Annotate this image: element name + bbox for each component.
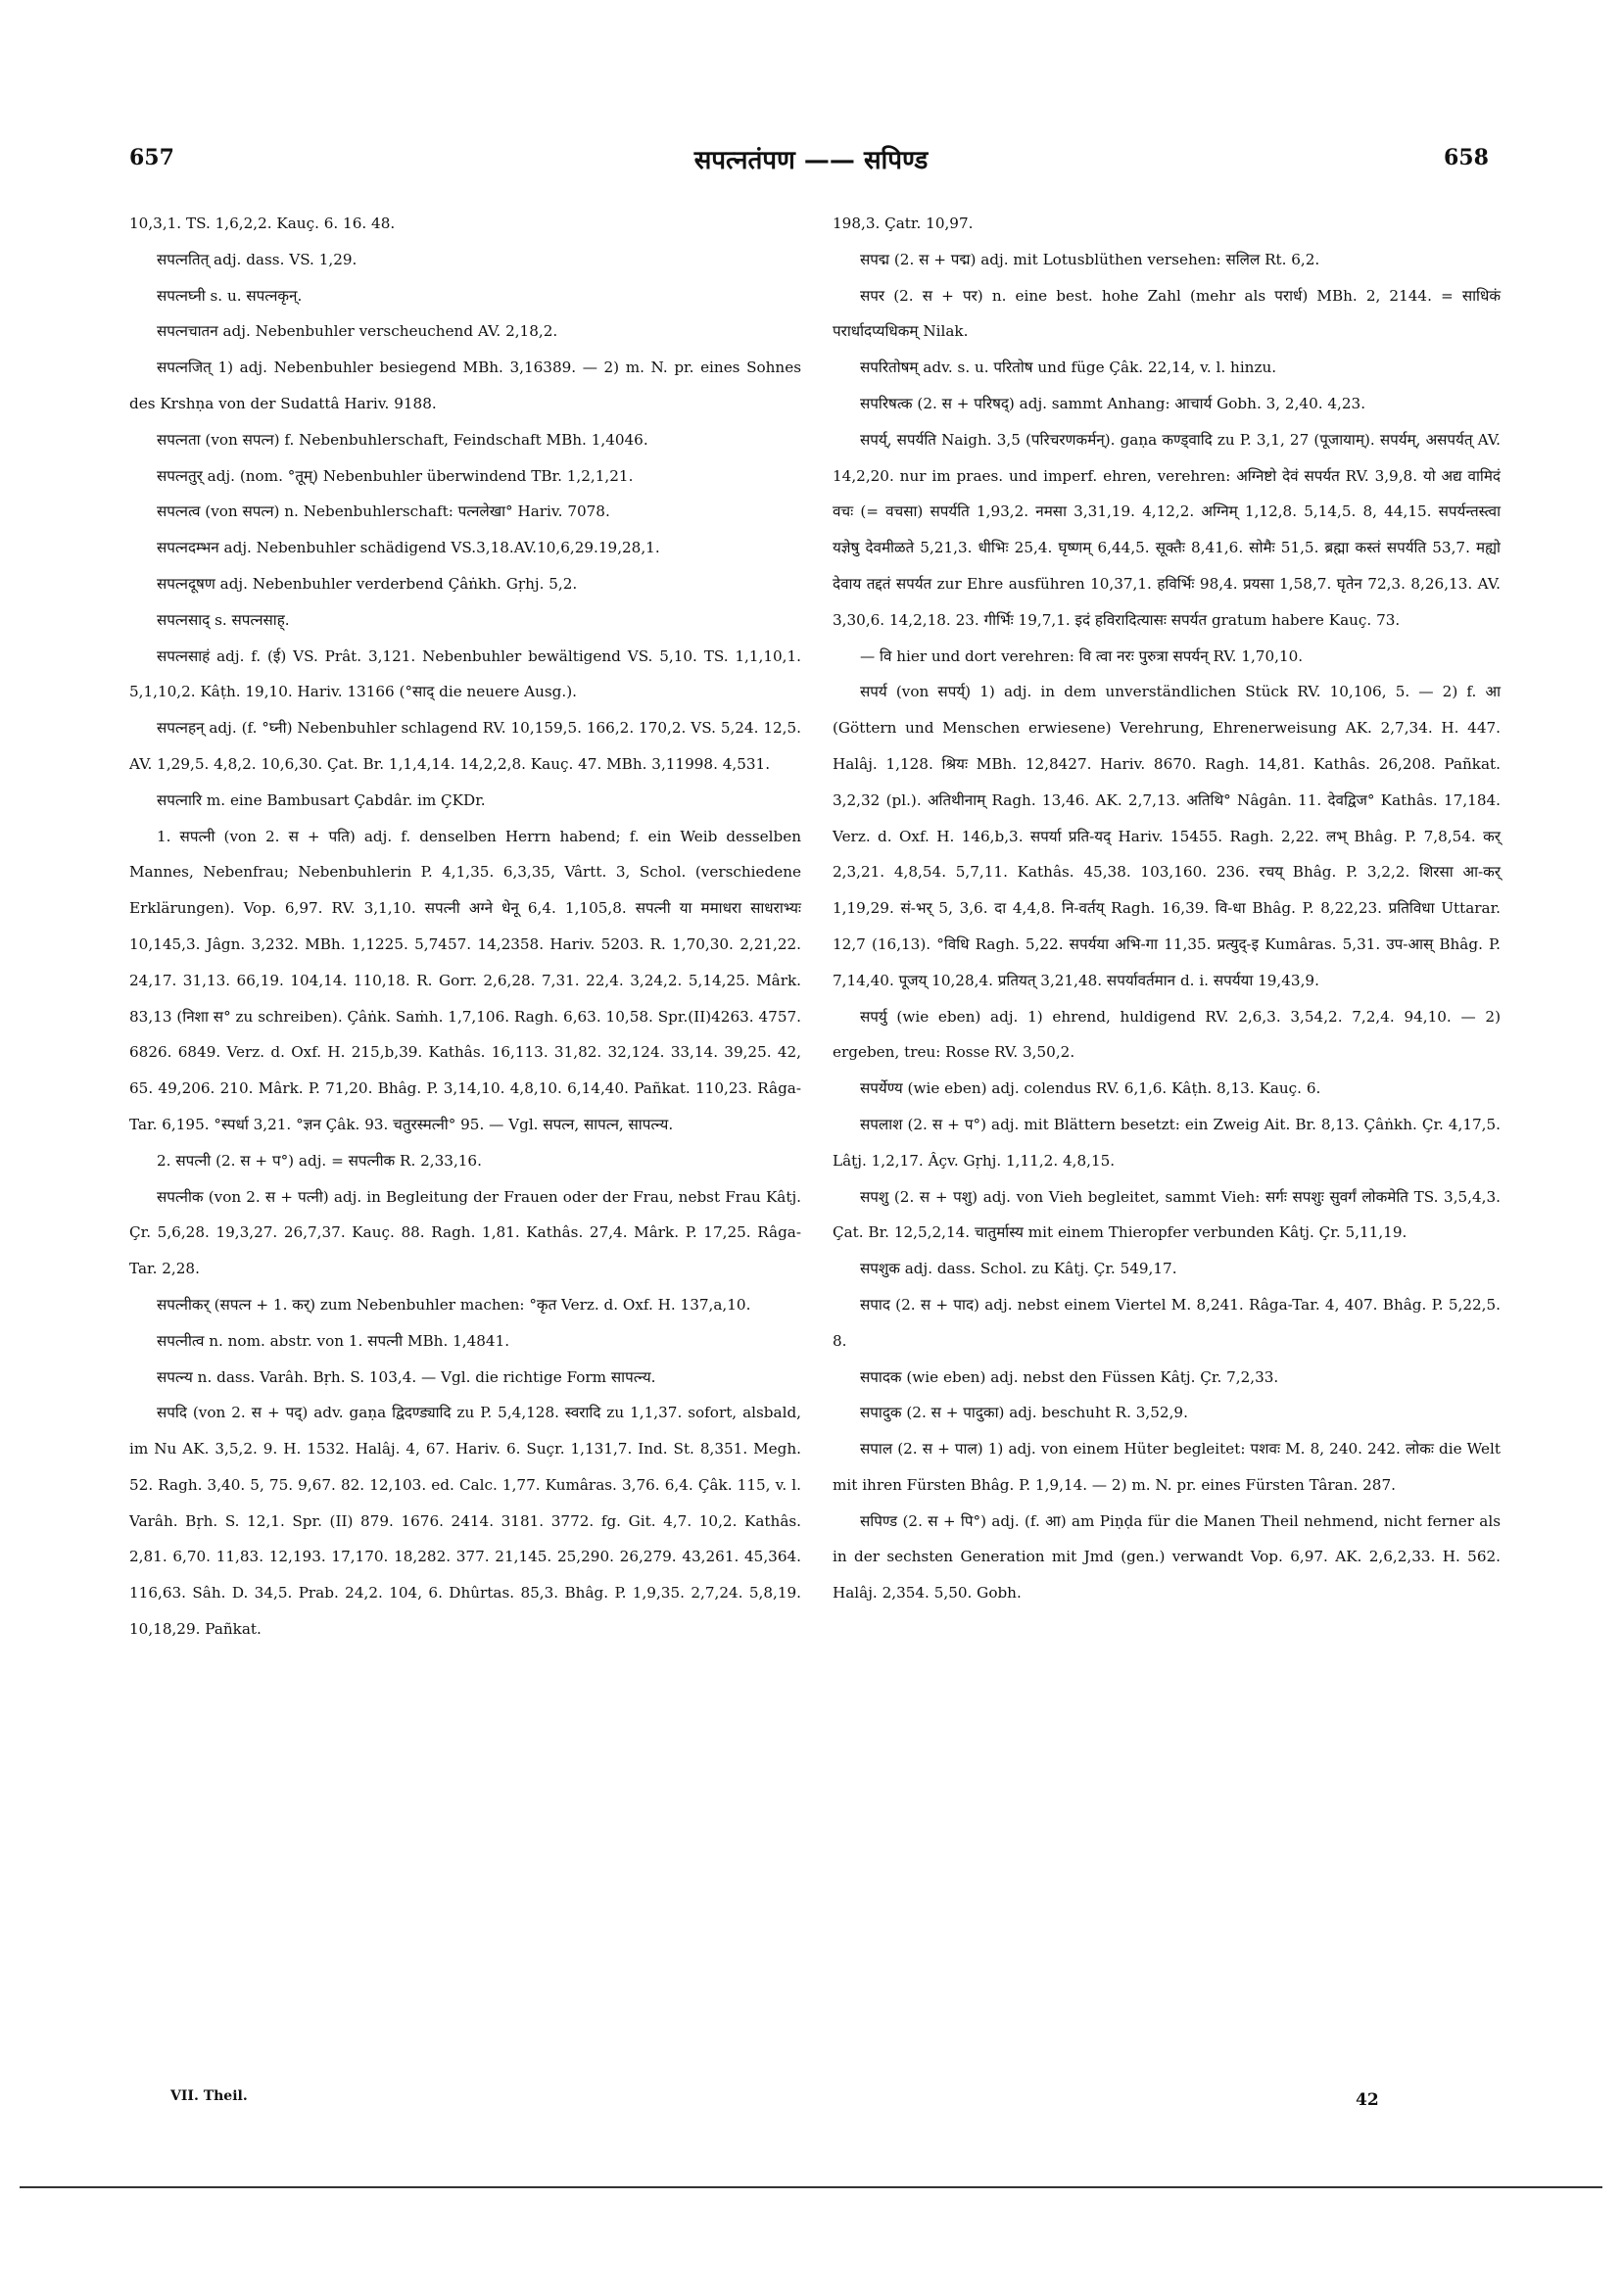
dictionary-entry: सपत्नीकर् (सपत्न + 1. कर्) zum Nebenbuhler machen: °कृत Verz. d. Oxf. H. 137,a,10. xyxy=(157,1295,751,1314)
left-column xyxy=(129,206,801,1648)
dictionary-entry: सपशुक adj. dass. Schol. zu Kâtj. Çr. 549,17. xyxy=(860,1260,1177,1278)
volume-note: VII. Theil. xyxy=(170,2088,248,2104)
dictionary-entry: सपरिषत्क (2. स + परिषद्) adj. sammt Anhang: आचार्य Gobh. 3, 2,40. 4,23. xyxy=(860,394,1366,412)
page-number-right: 658 xyxy=(1444,145,1489,170)
dictionary-entry: 2. सपत्नी (2. स + प°) adj. = सपत्नीक R. 2,33,16. xyxy=(157,1151,482,1170)
dictionary-entry: सपर्य (von सपर्य्) 1) adj. in dem unverständlichen Stück RV. 10,106, 5. — 2) f. आ (Göttern und Menschen erwiesene) Verehrung, Ehrenerweisung AK. 2,7,34. H. 447. Halâj. 1,128. श्रियः MBh. 12,8427. Hariv. 8670. Ragh. 14,81. Kathâs. 26,208. Pañkat. 3,2,32 (pl.). अतिथीनाम् Ragh. 13,46. AK. 2,7,13. अतिथि° Nâgân. 11. देवद्विज° Kathâs. 17,184. Verz. d. Oxf. H. 146,b,3. सपर्या प्रति-यद् Hariv. 15455. Ragh. 2,22. लभ् Bhâg. P. 7,8,54. कर् 2,3,21. 4,8,54. 5,7,11. Kathâs. 45,38. 103,160. 236. रचय् Bhâg. P. 3,2,2. शिरसा आ-कर् 1,19,29. सं-भर् 5, 3,6. दा 4,4,8. नि-वर्तय् Ragh. 16,39. वि-धा Bhâg. P. 8,22,23. प्रतिविधा Uttarar. 12,7 (16,13). °विधि Ragh. 5,22. सपर्यया अभि-गा 11,35. प्रत्युद्-इ Kumâras. 5,31. उप-आस् Bhâg. P. 7,14,40. पूजय् 10,28,4. प्रतियत् 3,21,48. सपर्यावर्तमान d. i. सपर्यया 19,43,9. xyxy=(833,683,1501,989)
dictionary-entry: सपत्नसाद् s. सपत्नसाह्. xyxy=(157,610,290,629)
dictionary-entry: सपत्नचातन adj. Nebenbuhler verscheuchend AV. 2,18,2. xyxy=(157,322,558,341)
dictionary-entry: सपर (2. स + पर) n. eine best. hohe Zahl (mehr als परार्ध) MBh. 2, 2144. = साधिकं परार्धादप्यधिकम् Nilak. xyxy=(833,286,1501,341)
dictionary-entry: सपशु (2. स + पशु) adj. von Vieh begleitet, sammt Vieh: सर्गः सपशुः सुवर्गं लोकमेति TS. 3,5,4,3. Çat. Br. 12,5,2,14. चातुर्मास्य mit einem Thieropfer verbunden Kâtj. Çr. 5,11,19. xyxy=(833,1187,1501,1242)
dictionary-entry: सपत्नत्व (von सपत्न) n. Nebenbuhlerschaft: पत्नलेखा° Hariv. 7078. xyxy=(157,502,610,521)
dictionary-entry: सपाल (2. स + पाल) 1) adj. von einem Hüter begleitet: पशवः M. 8, 240. 242. लोकः die Welt mit ihren Fürsten Bhâg. P. 1,9,14. — 2) m. N. pr. eines Fürsten Târan. 287. xyxy=(833,1440,1501,1494)
dictionary-entry: सपत्नदूषण adj. Nebenbuhler verderbend Çâṅkh. Gṛhj. 5,2. xyxy=(157,574,578,593)
dictionary-entry: सपर्येण्य (wie eben) adj. colendus RV. 6,1,6. Kâṭh. 8,13. Kauç. 6. xyxy=(860,1079,1321,1098)
dictionary-entry: सपलाश (2. स + प°) adj. mit Blättern besetzt: ein Zweig Ait. Br. 8,13. Çâṅkh. Çr. 4,17,5. Lâṭj. 1,2,17. Âçv. Gṛhj. 1,11,2. 4,8,15. xyxy=(833,1115,1501,1170)
page-number-left: 657 xyxy=(129,145,174,170)
dictionary-entry: सपत्नजित् 1) adj. Nebenbuhler besiegend MBh. 3,16389. — 2) m. N. pr. eines Sohnes des Krshṇa von der Sudattâ Hariv. 9188. xyxy=(129,359,801,412)
bottom-rule xyxy=(20,2186,1602,2188)
right-column xyxy=(833,206,1501,1611)
dictionary-entry: सपत्नतुर् adj. (nom. °तूम्) Nebenbuhler überwindend TBr. 1,2,1,21. xyxy=(157,466,634,485)
dictionary-entry: सपर्य्, सपर्यति Naigh. 3,5 (परिचरणकर्मन्). gaṇa कण्ड्वादि zu P. 3,1, 27 (पूजायाम्). सपर्यम्, असपर्यत् AV. 14,2,20. nur im praes. und imperf. ehren, verehren: अग्निष्टो देवं सपर्यत RV. 3,9,8. यो अद्य वामिदं वचः (= वचसा) सपर्यति 1,93,2. नमसा 3,31,19. 4,12,2. अग्निम् 1,12,8. 5,14,5. 8, 44,15. सपर्यन्तस्त्वा यज्ञेषु देवमीळते 5,21,3. धीभिः 25,4. घृष्णम् 6,44,5. सूक्तैः 8,41,6. सोमैः 51,5. ब्रह्मा कस्तं सपर्यति 53,7. मह्यो देवाय तद्दतं सपर्यत zur Ehre ausführen 10,37,1. हविर्भिः 98,4. प्रयसा 1,58,7. घृतेन 72,3. 8,26,13. AV. 3,30,6. 14,2,18. 23. गीर्भिः 19,7,1. इदं हविरादित्यासः सपर्यत gratum habere Kauç. 73. xyxy=(833,430,1501,629)
signature-mark: 42 xyxy=(1356,2090,1379,2110)
dictionary-entry: सपरितोषम् adv. s. u. परितोष und füge Çâk. 22,14, v. l. hinzu. xyxy=(860,359,1277,377)
dictionary-entry: सपत्नहन् adj. (f. °घ्नी) Nebenbuhler schlagend RV. 10,159,5. 166,2. 170,2. VS. 5,24. 12,5. AV. 1,29,5. 4,8,2. 10,6,30. Çat. Br. 1,1,4,14. 14,2,2,8. Kauç. 47. MBh. 3,11998. 4,531. xyxy=(129,719,801,773)
dictionary-entry: सपत्नघ्नी s. u. सपत्नकृन्. xyxy=(157,286,303,305)
dictionary-entry: सपत्नीत्व n. nom. abstr. von 1. सपत्नी MBh. 1,4841. xyxy=(157,1331,510,1350)
dictionary-entry: सपर्यु (wie eben) adj. 1) ehrend, huldigend RV. 2,6,3. 3,54,2. 7,2,4. 94,10. — 2) ergeben, treu: Rosse RV. 3,50,2. xyxy=(833,1007,1501,1062)
running-head: सपत्नतंपण —— सपिण्ड xyxy=(693,146,929,175)
dictionary-entry: सपत्नसाहं adj. f. (ई) VS. Prât. 3,121. Nebenbuhler bewältigend VS. 5,10. TS. 1,1,10,1. 5,1,10,2. Kâṭh. 19,10. Hariv. 13166 (°साद् die neuere Ausg.). xyxy=(129,646,801,701)
dictionary-entry: सपादुक (2. स + पादुका) adj. beschuht R. 3,52,9. xyxy=(860,1404,1188,1422)
dictionary-entry: सपदि (von 2. स + पद्) adv. gaṇa द्विदण्ड्यादि zu P. 5,4,128. स्वरादि zu 1,1,37. sofort, alsbald, im Nu AK. 3,5,2. 9. H. 1532. Halâj. 4, 67. Hariv. 6. Suçr. 1,131,7. Ind. St. 8,351. Megh. 52. Ragh. 3,40. 5, 75. 9,67. 82. 12,103. ed. Calc. 1,77. Kumâras. 3,76. 6,4. Çâk. 115, v. l. Varâh. Bṛh. S. 12,1. Spr. (II) 879. 1676. 2414. 3181. 3772. fg. Git. 4,7. 10,2. Kathâs. 2,81. 6,70. 11,83. 12,193. 17,170. 18,282. 377. 21,145. 25,290. 26,279. 43,261. 45,364. 116,63. Sâh. D. 34,5. Prab. 24,2. 104, 6. Dhûrtas. 85,3. Bhâg. P. 1,9,35. 2,7,24. 5,8,19. 10,18,29. Pañkat. xyxy=(129,1404,801,1639)
dictionary-entry: सपद्म (2. स + पद्म) adj. mit Lotusblüthen versehen: सलिल Rt. 6,2. xyxy=(860,250,1320,268)
dictionary-entry: सपादक (wie eben) adj. nebst den Füssen Kâtj. Çr. 7,2,33. xyxy=(860,1367,1279,1386)
dictionary-entry: 198,3. Çatr. 10,97. xyxy=(833,215,974,232)
dictionary-entry: सपत्नतित् adj. dass. VS. 1,29. xyxy=(157,250,358,268)
dictionary-entry: सपत्नारि m. eine Bambusart Çabdâr. im ÇKDr. xyxy=(157,790,486,809)
dictionary-entry: सपत्न्य n. dass. Varâh. Bṛh. S. 103,4. — Vgl. die richtige Form सापत्न्य. xyxy=(157,1367,656,1386)
dictionary-entry: सपत्नता (von सपत्न) f. Nebenbuhlerschaft, Feindschaft MBh. 1,4046. xyxy=(157,430,648,449)
dictionary-entry: सपत्नीक (von 2. स + पत्नी) adj. in Begleitung der Frauen oder der Frau, nebst Frau Kâtj. Çr. 5,6,28. 19,3,27. 26,7,37. Kauç. 88. Ragh. 1,81. Kathâs. 27,4. Mârk. P. 17,25. Râga-Tar. 2,28. xyxy=(129,1187,801,1278)
dictionary-entry: सपिण्ड (2. स + पि°) adj. (f. आ) am Piṇḍa für die Manen Theil nehmend, nicht ferner als in der sechsten Generation mit Jmd (gen.) verwandt Vop. 6,97. AK. 2,6,2,33. H. 562. Halâj. 2,354. 5,50. Gobh. xyxy=(833,1511,1501,1602)
dictionary-entry: — वि hier und dort verehren: वि त्वा नरः पुरुत्रा सपर्यन् RV. 1,70,10. xyxy=(860,646,1304,665)
dictionary-entry: सपत्नदम्भन adj. Nebenbuhler schädigend VS.3,18.AV.10,6,29.19,28,1. xyxy=(157,539,660,557)
dictionary-entry: 1. सपत्नी (von 2. स + पति) adj. f. denselben Herrn habend; f. ein Weib desselben Mannes, Nebenfrau; Nebenbuhlerin P. 4,1,35. 6,3,35, Vârtt. 3, Schol. (verschiedene Erklärungen). Vop. 6,97. RV. 3,1,10. सपत्नी अग्ने धेनू 6,4. 1,105,8. सपत्नी या ममाधरा साधराभ्यः 10,145,3. Jâgn. 3,232. MBh. 1,1225. 5,7457. 14,2358. Hariv. 5203. R. 1,70,30. 2,21,22. 24,17. 31,13. 66,19. 104,14. 110,18. R. Gorr. 2,6,28. 7,31. 22,4. 3,24,2. 5,14,25. Mârk. 83,13 (निशा स° zu schreiben). Çâṅk. Saṁh. 1,7,106. Ragh. 6,63. 10,58. Spr.(II)4263. 4757. 6826. 6849. Verz. d. Oxf. H. 215,b,39. Kathâs. 16,113. 31,82. 32,124. 33,14. 39,25. 42, 65. 49,206. 210. Mârk. P. 71,20. Bhâg. P. 3,14,10. 4,8,10. 6,14,40. Pañkat. 110,23. Râga-Tar. 6,195. °स्पर्धा 3,21. °ज्ञन Çâk. 93. चतुरस्मत्नी° 95. — Vgl. सपत्न, सापत्न, सापत्न्य. xyxy=(129,827,801,1133)
dictionary-entry: 10,3,1. TS. 1,6,2,2. Kauç. 6. 16. 48. xyxy=(129,215,396,232)
dictionary-entry: सपाद (2. स + पाद) adj. nebst einem Viertel M. 8,241. Râga-Tar. 4, 407. Bhâg. P. 5,22,5. 8. xyxy=(833,1295,1501,1350)
